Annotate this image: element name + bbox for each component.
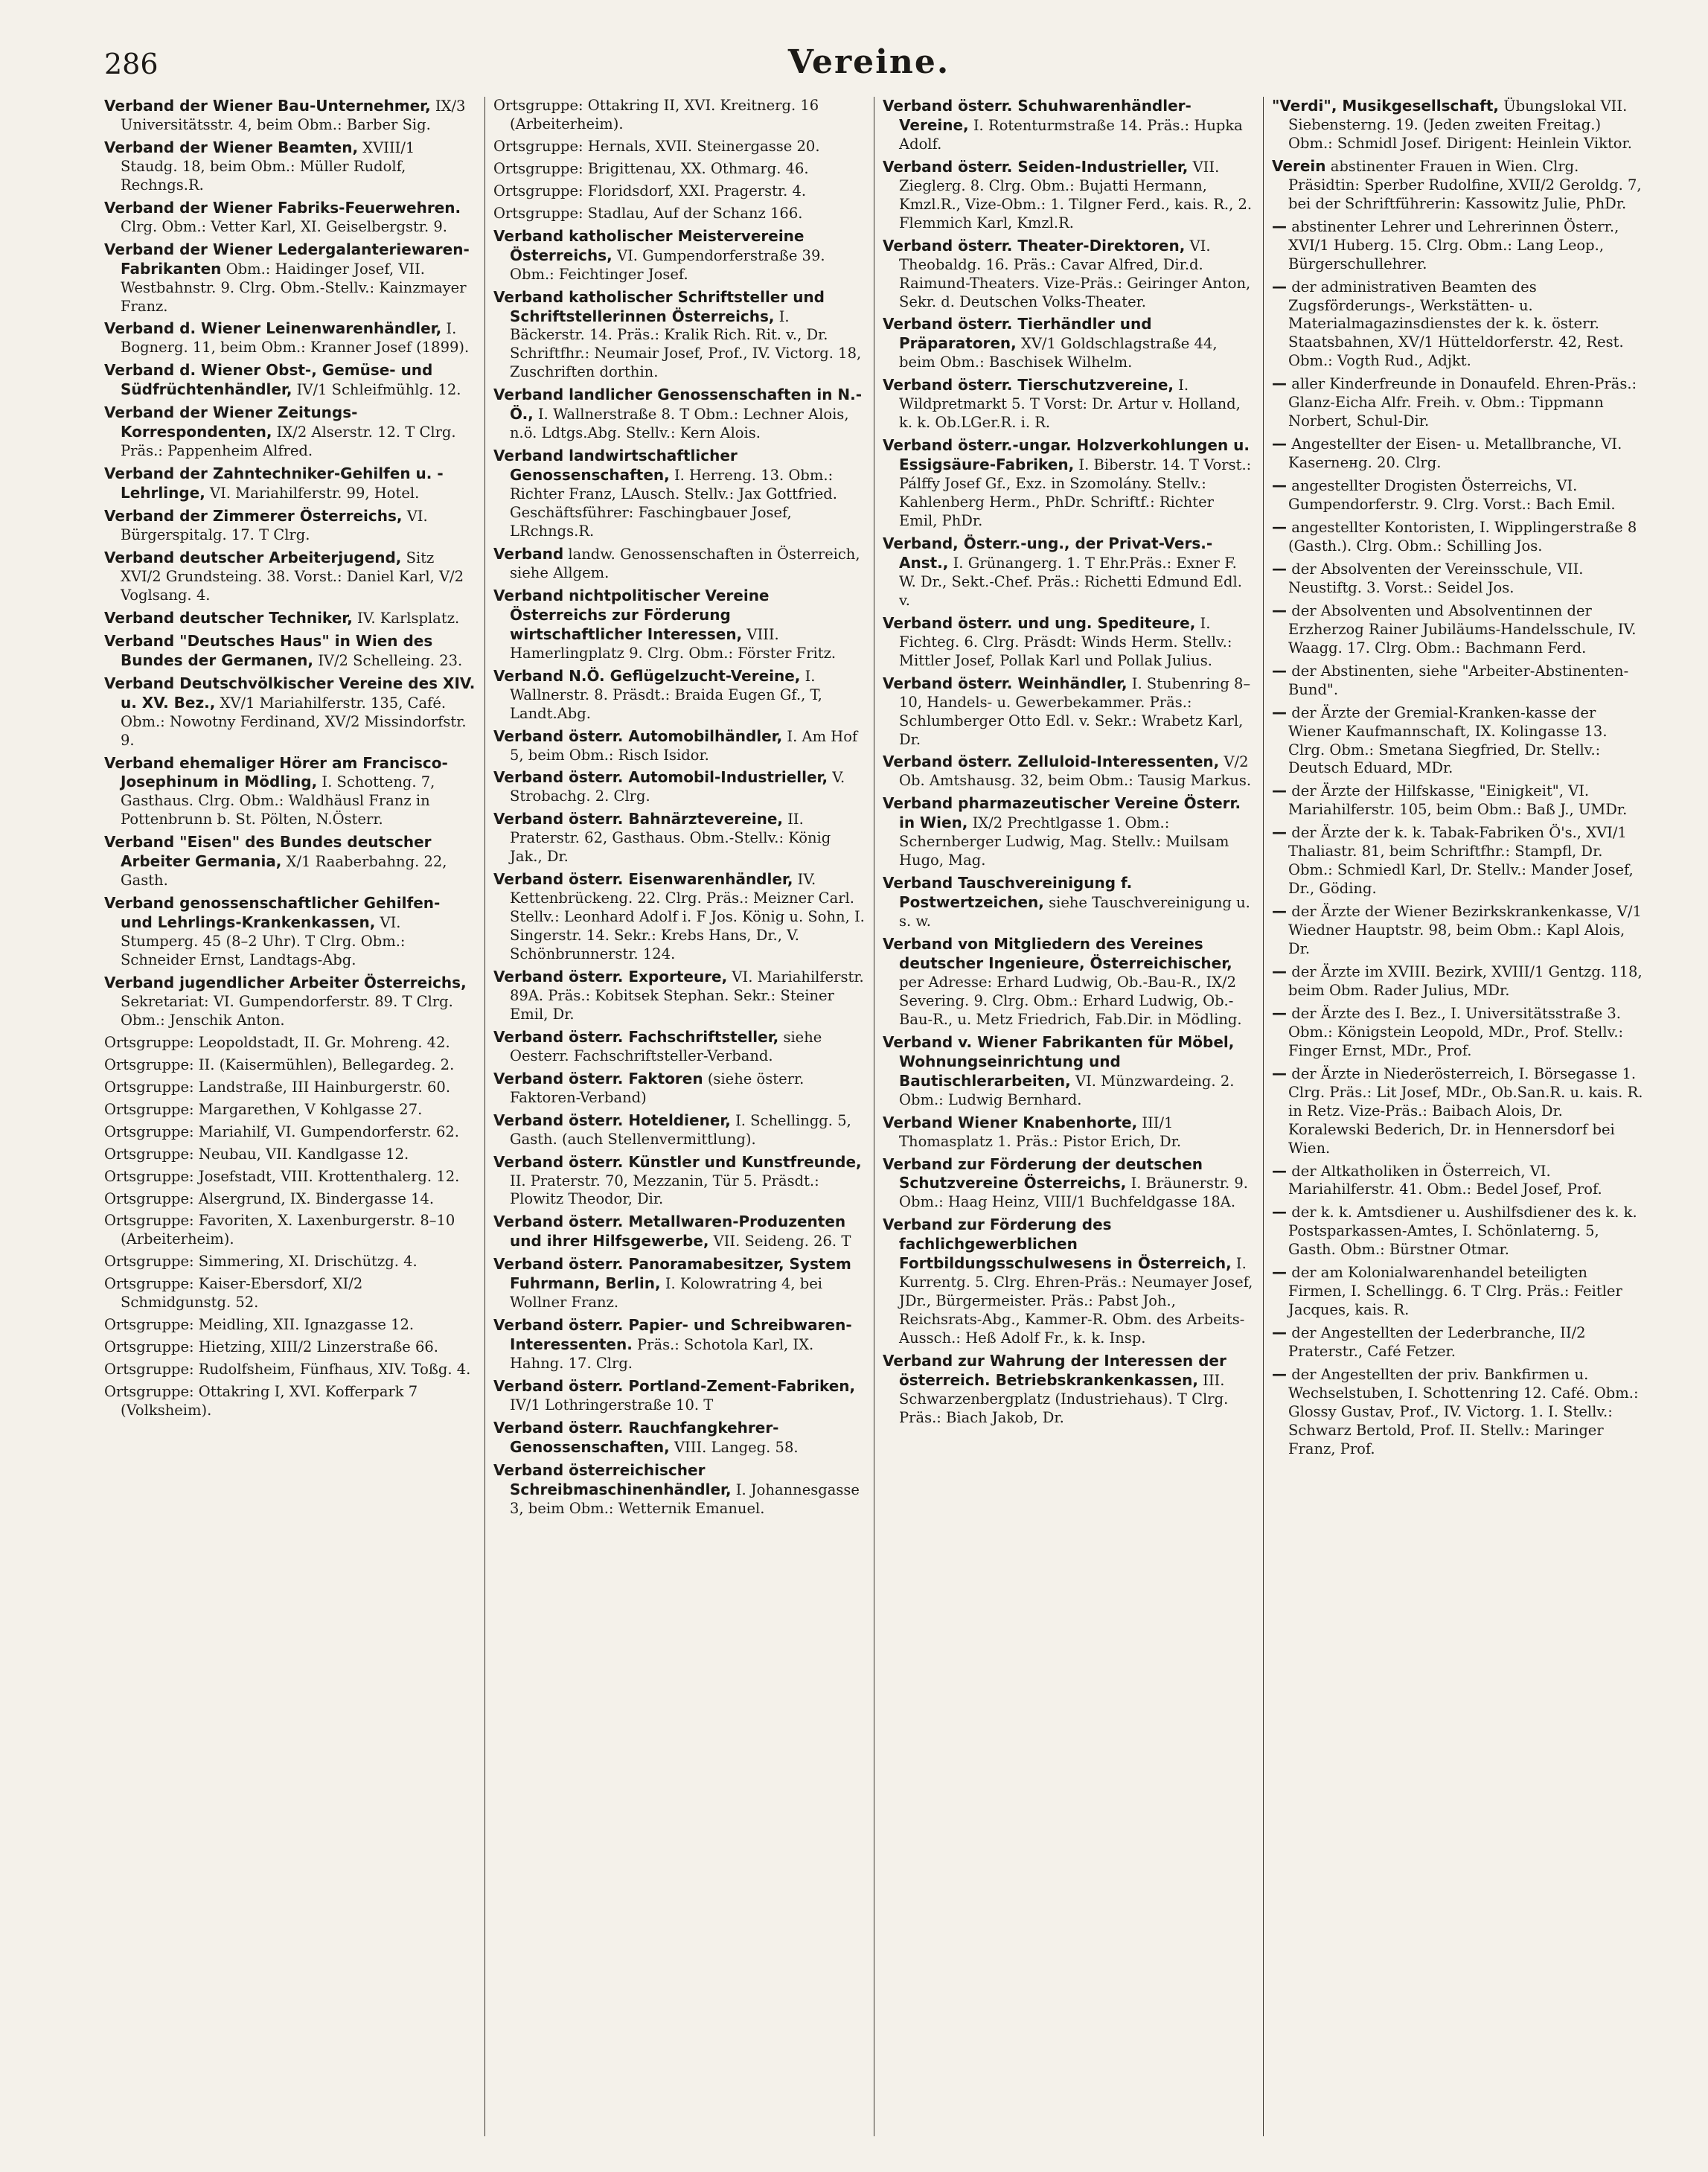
directory-entry (883, 874, 1255, 931)
directory-entry (883, 753, 1255, 790)
entry-body: der Angestellten der priv. Bankfirmen u. Wechselstuben, I. Schottenring 12. Café. Obm.: Glossy Gustav, Prof., IV. Victorg. 1. I. Stellv.: Schwarz Bertold, Prof. II. Stellv.: Maringer Franz, Prof. (1288, 1366, 1639, 1457)
entry-title: Verband der Zimmerer Österreichs, (104, 507, 403, 526)
entry-title: Verband österr. Zelluloid-Interessenten, (883, 753, 1220, 771)
entry-title: Verband, Österr.-ung., der Privat-Vers.-Anst., (883, 534, 1213, 572)
entry-body: der Ärzte der Wiener Bezirkskrankenkasse, V/1 Wiedner Hauptstr. 98, beim Obm.: Kapl Alois, Dr. (1288, 903, 1642, 958)
entry-title: Verband d. Wiener Obst-, Gemüse- und Südfrüchtenhändler, (104, 361, 433, 399)
entry-body: I. Bräunerstr. 9. Obm.: Haag Heinz, VIII/1 Buchfeldgasse 18A. (899, 1175, 1248, 1211)
entry-body: X/1 Raaberbahng. 22, Gasth. (121, 853, 447, 889)
entry-body: angestellter Drogisten Österreichs, VI. Gumpendorferstr. 9. Clrg. Vorst.: Bach Emil. (1288, 477, 1616, 514)
directory-entry (1272, 560, 1644, 598)
entry-body: I. Wallnerstraße 8. T Obm.: Lechner Alois, n.ö. Ldtgs.Abg. Stellv.: Kern Alois. (510, 406, 849, 442)
directory-entry (1272, 601, 1644, 658)
directory-entry (493, 182, 866, 201)
entry-body: V. Strobachg. 2. Clrg. (510, 769, 845, 805)
directory-entry (883, 436, 1255, 531)
entry-body: VIII. Langeg. 58. (674, 1438, 799, 1456)
entry-title: Verband deutscher Arbeiterjugend, (104, 548, 402, 566)
entry-body: I. Schotteng. 7, Gasthaus. Clrg. Obm.: Waldhäusl Franz in Pottenbrunn b. St. Pölten, N.Österr. (121, 773, 435, 828)
directory-entry (104, 974, 476, 1030)
entry-body: Angestellter der Eisen- u. Metallbranche, VI. Kasernенg. 20. Clrg. (1288, 435, 1622, 472)
entry-body: Ortsgruppe: Ottakring II, XVI. Kreitnerg. 16 (Arbeiterheim). (493, 97, 819, 132)
entry-title: Verband der Zahntechniker-Gehilfen u. -Lehrlinge, (104, 464, 444, 502)
entry-body: Ortsgruppe: Floridsdorf, XXI. Pragerstr. 4. (493, 182, 807, 199)
entry-title: — (1272, 559, 1287, 578)
directory-entry (1272, 1064, 1644, 1158)
entry-body: der k. k. Amtsdiener u. Aushilfsdiener des k. k. Postsparkassen-Amtes, I. Schönlaterng. 5, Gasth. Obm.: Bürstner Otmar. (1288, 1204, 1637, 1259)
entry-body: der Ärzte der Hilfskasse, "Einigkeit", VI. Mariahilferstr. 105, beim Obm.: Baß J., UMDr. (1288, 782, 1628, 819)
entry-body: Ortsgruppe: Neubau, VII. Kandlgasse 12. (104, 1145, 409, 1163)
entry-body: VI. Mariahilferstr. 89A. Präs.: Kobitsek Stephan. Sekr.: Steiner Emil, Dr. (510, 968, 864, 1023)
directory-entry (104, 361, 476, 400)
directory-entry (883, 1216, 1255, 1348)
entry-body: I. Schellingg. 5, Gasth. (auch Stellenvermittlung). (510, 1111, 851, 1148)
entry-title: — (1272, 435, 1287, 453)
entry-title: Verband österr. Eisenwarenhändler, (493, 870, 793, 889)
directory-entry (493, 768, 866, 806)
entry-title: Verband österr. Schuhwarenhändler-Vereine, (883, 97, 1192, 134)
entry-title: Verband jugendlicher Arbeiter Österreichs, (104, 973, 467, 991)
entry-title: — (1272, 1263, 1287, 1282)
entry-body: landw. Genossenschaften in Österreich, siehe Allgem. (510, 545, 860, 581)
entry-title: Verband der Wiener Ledergalanteriewaren-Fabrikanten (104, 240, 470, 278)
directory-entry (104, 1056, 476, 1075)
directory-entry (104, 549, 476, 605)
entry-body: VI. Münzwardeing. 2. Obm.: Ludwig Bernhard. (899, 1072, 1235, 1108)
entry-body: der am Kolonialwarenhandel beteiligten Firmen, I. Schellingg. 6. T Clrg. Präs.: Feitler Jacques, kais. R. (1288, 1264, 1622, 1319)
entry-body: XVIII/1 Staudg. 18, beim Obm.: Müller Rudolf, Rechngs.R. (121, 138, 415, 194)
directory-entry (493, 667, 866, 724)
directory-entry (493, 587, 866, 663)
entry-body: II. Praterstr. 62, Gasthaus. Obm.-Stellv.: König Jak., Dr. (510, 811, 831, 866)
entry-body: Ortsgruppe: Landstraße, III Hainburgerstr. 60. (104, 1078, 451, 1096)
column-2 (493, 97, 866, 2136)
directory-entry (493, 288, 866, 383)
directory-entry (493, 97, 866, 134)
entry-title: — (1272, 962, 1287, 980)
entry-body: IV/1 Schleifmühlg. 12. (296, 381, 461, 399)
entry-body: VI. Mariahilferstr. 99, Hotel. (210, 485, 420, 502)
directory-entry (104, 138, 476, 195)
directory-entry (883, 1114, 1255, 1152)
entry-body: Übungslokal VII. Siebensterng. 19. (Jeden zweiten Freitag.) Obm.: Schmidl Josef. Dirigent: Heinlein Viktor. (1288, 98, 1632, 152)
column-4 (1272, 97, 1644, 2136)
column-rule (484, 97, 485, 2136)
entry-body: Ortsgruppe: Hietzing, XIII/2 Linzerstraße 66. (104, 1338, 438, 1356)
directory-entry (1272, 217, 1644, 274)
directory-entry (104, 507, 476, 545)
directory-entry (493, 968, 866, 1024)
directory-entry (104, 894, 476, 970)
entry-title: Verband österr. Papier- und Schreibwaren-Interessenten. (493, 1316, 852, 1354)
page-title: Vereine. (787, 43, 950, 81)
directory-entry (1272, 662, 1644, 700)
entry-body: VII. Zieglerg. 8. Clrg. Obm.: Bujatti Hermann, Kmzl.R., Vize-Obm.: 1. Tilgner Ferd., kais. R., 2. Flemmich Karl, Kmzl.R. (899, 158, 1253, 231)
directory-entry (104, 1034, 476, 1053)
column-3 (883, 97, 1255, 2136)
entry-title: Verband der Wiener Bau-Unternehmer, (104, 97, 431, 115)
entry-title: Verband zur Wahrung der Interessen der österreich. Betriebskrankenkassen, (883, 1352, 1226, 1389)
directory-entry (104, 609, 476, 628)
directory-entry (1272, 157, 1644, 214)
directory-entry (493, 1316, 866, 1373)
directory-entry (1272, 902, 1644, 959)
entry-title: Verband österr. Theater-Direktoren, (883, 236, 1186, 255)
entry-title: Verband österr. Tierschutzvereine, (883, 376, 1174, 395)
entry-title: — (1272, 374, 1287, 393)
entry-body: per Adresse: Erhard Ludwig, Ob.-Bau-R., IX/2 Severing. 9. Clrg. Obm.: Erhard Ludwig, Ob.-Bau-R., u. Metz Friedrich, Fab.Dir. in Mödling. (899, 973, 1242, 1028)
entry-body: I. Kurrentg. 5. Clrg. Ehren-Präs.: Neumayer Josef, JDr., Bürgermeister. Präs.: Pabst Joh., Reichsrats-Abg., Kammer-R. Obm. des Arbeits-Aussch.: Heß Adolf Fr., k. k. Insp. (899, 1255, 1253, 1347)
entry-body: abstinenter Lehrer und Lehrerinnen Österr., XVI/1 Huberg. 15. Clrg. Obm.: Lang Leop., Bürgerschullehrer. (1288, 217, 1619, 272)
directory-entry (883, 674, 1255, 750)
entry-body: I. Bognerg. 11, beim Obm.: Kranner Josef (1899). (121, 320, 470, 357)
directory-entry (493, 1153, 866, 1210)
entry-body: der Absolventen und Absolventinnen der Erzherzog Rainer Jubiläums-Handelsschule, IV. Waagg. 17. Clrg. Obm.: Bachmann Ferd. (1288, 601, 1637, 657)
entry-body: I. Grünangerg. 1. T Ehr.Präs.: Exner F. W. Dr., Sekt.-Chef. Präs.: Richetti Edmund Edl. v. (899, 554, 1242, 609)
entry-body: VI. Theobaldg. 16. Präs.: Cavar Alfred, Dir.d. Raimund-Theaters. Vize-Präs.: Geiringer Anton, Sekr. d. Deutschen Volks-Theater. (899, 237, 1251, 310)
entry-body: VIII. Hamerlingplatz 9. Clrg. Obm.: Förster Fritz. (510, 625, 837, 662)
entry-body: XV/1 Goldschlagstraße 44, beim Obm.: Baschisek Wilhelm. (899, 335, 1218, 371)
entry-title: Verband der Wiener Zeitungs-Korrespondenten, (104, 403, 358, 441)
directory-entry (104, 1253, 476, 1271)
directory-entry (104, 1079, 476, 1097)
entry-title: — (1272, 823, 1287, 842)
entry-body: (siehe österr. Faktoren-Verband) (510, 1070, 805, 1106)
entry-title: Verband genossenschaftlicher Gehilfen- und Lehrlings-Krankenkassen, (104, 894, 441, 932)
directory-entry (493, 545, 866, 583)
entry-title: Verband österr. Exporteure, (493, 967, 728, 986)
directory-entry (493, 870, 866, 964)
directory-entry (883, 158, 1255, 233)
entry-body: Ortsgruppe: Favoriten, X. Laxenburgerstr. 8–10 (Arbeiterheim). (104, 1212, 455, 1248)
entry-title: Verband österr. Fachschriftsteller, (493, 1027, 779, 1046)
directory-entry (493, 1377, 866, 1415)
entry-body: I. Kolowratring 4, bei Wollner Franz. (510, 1275, 823, 1312)
entry-body: XV/1 Mariahilferstr. 135, Café. Obm.: Nowotny Ferdinand, XV/2 Missindorfstr. 9. (121, 694, 467, 749)
entry-body: IX/3 Universitätsstr. 4, beim Obm.: Barber Sig. (121, 98, 466, 133)
entry-title: Verband österr. Seiden-Industrieller, (883, 157, 1189, 176)
directory-entry (883, 1352, 1255, 1428)
entry-title: Verband österr. Bahnärztevereine, (493, 810, 783, 828)
entry-body: VI. Gumpendorferstraße 39. Obm.: Feichtinger Josef. (510, 246, 825, 283)
entry-title: Verband österr. Portland-Zement-Fabriken, (493, 1377, 856, 1396)
entry-body: I. Rotenturmstraße 14. Präs.: Hupka Adolf. (899, 116, 1243, 153)
directory-entry (1272, 278, 1644, 371)
entry-body: IX/2 Alserstr. 12. T Clrg. Präs.: Pappenheim Alfred. (121, 424, 456, 460)
entry-body: I. Fichteg. 6. Clrg. Präsdt: Winds Herm. Stellv.: Mittler Josef, Pollak Karl und Pollak Julius. (899, 614, 1232, 669)
directory-entry (493, 227, 866, 284)
directory-entry (104, 1168, 476, 1186)
directory-entry (104, 1212, 476, 1249)
directory-entry (104, 1146, 476, 1164)
directory-entry (104, 319, 476, 357)
entry-body: III. Schwarzenbergplatz (Industriehaus). T Clrg. Präs.: Biach Jakob, Dr. (899, 1372, 1229, 1426)
entry-title: Verband österr. Automobilhändler, (493, 726, 783, 745)
directory-entry (1272, 962, 1644, 1000)
entry-body: der Ärzte in Niederösterreich, I. Börsegasse 1. Clrg. Präs.: Lit Josef, MDr., Ob.San.R. u. kais. R. in Retz. Vize-Präs.: Baibach Alois, Dr. Koralewski Bederich, Dr. in Hennersdorf bei Wien. (1288, 1064, 1643, 1157)
directory-entry (104, 1316, 476, 1335)
directory-entry (493, 1111, 866, 1149)
entry-body: I. Biberstr. 14. T Vorst.: Pálffy Josef Gf., Exz. in Szomolány. Stellv.: Kahlenberg Herm., PhDr. Schriftf.: Richter Emil, PhDr. (899, 456, 1252, 530)
entry-title: Verband d. Wiener Leinenwarenhändler, (104, 319, 442, 338)
directory-entry (1272, 476, 1644, 514)
entry-body: siehe Tauschvereinigung u. s. w. (899, 894, 1250, 930)
entry-title: — (1272, 476, 1287, 495)
entry-title: Verband v. Wiener Fabrikanten für Möbel, Wohnungseinrichtung und Bautischlerarbeiten, (883, 1032, 1235, 1090)
directory-entry (883, 794, 1255, 870)
entry-body: der Abstinenten, siehe "Arbeiter-Abstinenten-Bund". (1288, 662, 1629, 698)
directory-entry (493, 727, 866, 765)
directory-entry (1272, 374, 1644, 431)
entry-body: Sekretariat: VI. Gumpendorferstr. 89. T Clrg. Obm.: Jenschik Anton. (121, 992, 453, 1029)
entry-title: — (1272, 703, 1287, 721)
entry-title: — (1272, 1003, 1287, 1022)
entry-body: Präs.: Schotola Karl, IX. Hahng. 17. Clrg. (510, 1336, 814, 1373)
entry-title: Verband zur Förderung der deutschen Schutzvereine Österreichs, (883, 1154, 1203, 1192)
entry-body: Sitz XVI/2 Grundsteing. 38. Vorst.: Daniel Karl, V/2 Voglsang. 4. (121, 549, 464, 604)
entry-body: IV/1 Lothringerstraße 10. T (510, 1396, 714, 1414)
entry-body: Ortsgruppe: Leopoldstadt, II. Gr. Mohreng. 42. (104, 1033, 450, 1051)
directory-entry (883, 97, 1255, 154)
entry-body: I. Stubenring 8–10, Handels- u. Gewerbekammer. Präs.: Schlumberger Otto Edl. v. Sekr.: Wrabetz Karl, Dr. (899, 674, 1251, 748)
entry-title: Verband (493, 544, 564, 563)
directory-entry (493, 386, 866, 443)
entry-body: IX/2 Prechtlgasse 1. Obm.: Schernberger Ludwig, Mag. Stellv.: Muilsam Hugo, Mag. (899, 814, 1229, 869)
entry-body: IV. Kettenbrückeng. 22. Clrg. Präs.: Meizner Carl. Stellv.: Leonhard Adolf i. F Jos. König u. Sohn, I. Singerstr. 14. Sekr.: Krebs Hans, Dr., V. Schönbrunnerstr. 124. (510, 871, 865, 963)
directory-entry (493, 447, 866, 541)
entry-title: — (1272, 1203, 1287, 1221)
directory-entry (1272, 1162, 1644, 1200)
entry-body: der Ärzte der Gremial-Kranken-kasse der Wiener Kaufmannschaft, IX. Kolingasse 13. Clrg. Obm.: Smetana Siegfried, Dr. Stellv.: Deutsch Eduard, MDr. (1288, 703, 1608, 777)
entry-body: Obm.: Haidinger Josef, VII. Westbahnstr. 9. Clrg. Obm.-Stellv.: Kainzmayer Franz. (121, 260, 467, 315)
directory-entry (493, 1028, 866, 1066)
column-rule (1263, 97, 1264, 2136)
directory-entry (104, 1338, 476, 1357)
directory-entry (104, 1101, 476, 1119)
entry-title: Verband N.Ö. Geflügelzucht-Vereine, (493, 666, 801, 685)
page-number: 286 (104, 48, 159, 80)
directory-entry (493, 1255, 866, 1312)
entry-body: III/1 Thomasplatz 1. Präs.: Pistor Erich, Dr. (899, 1114, 1182, 1150)
entry-title: Verband österr. Metallwaren-Produzenten und ihrer Hilfsgewerbe, (493, 1213, 846, 1251)
directory-entry (883, 935, 1255, 1029)
entry-body: angestellter Kontoristen, I. Wipplingerstraße 8 (Gasth.). Clrg. Obm.: Schilling Jos. (1288, 519, 1637, 555)
entry-body: I. Am Hof 5, beim Obm.: Risch Isidor. (510, 727, 858, 764)
directory-entry (104, 632, 476, 671)
entry-body: Ortsgruppe: Stadlau, Auf der Schanz 166. (493, 204, 803, 222)
entry-title: — (1272, 1323, 1287, 1342)
entry-title: Verband nichtpolitischer Vereine Österreichs zur Förderung wirtschaftlicher Interessen, (493, 586, 770, 643)
entry-body: siehe Oesterr. Fachschriftsteller-Verband. (510, 1028, 822, 1064)
entry-body: VI. Stumperg. 45 (8–2 Uhr). T Clrg. Obm.: Schneider Ernst, Landtags-Abg. (121, 914, 406, 969)
directory-entry (104, 403, 476, 461)
entry-body: der Absolventen der Vereinsschule, VII. Neustiftg. 3. Vorst.: Seidel Jos. (1288, 560, 1584, 596)
directory-entry (104, 1123, 476, 1142)
entry-title: Verband österr. Rauchfangkehrer-Genossenschaften, (493, 1418, 779, 1456)
directory-entry (104, 1361, 476, 1379)
entry-body: I. Wildpretmarkt 5. T Vorst: Dr. Artur v. Holland, k. k. Ob.LGer.R. i. R. (899, 377, 1241, 432)
entry-body: Ortsgruppe: II. (Kaisermühlen), Bellegardeg. 2. (104, 1055, 455, 1073)
entry-body: Ortsgruppe: Rudolfsheim, Fünfhaus, XIV. Toßg. 4. (104, 1361, 471, 1379)
directory-entry (883, 1033, 1255, 1110)
entry-body: der Ärzte des I. Bez., I. Universitätsstraße 3. Obm.: Königstein Leopold, MDr., Prof. Stellv.: Finger Ernst, MDr., Prof. (1288, 1004, 1624, 1059)
directory-entry (1272, 1323, 1644, 1361)
directory-entry (1272, 703, 1644, 779)
entry-body: der administrativen Beamten des Zugsförderungs-, Werkstätten- u. Materialmagazinsdienstes der k. k. österr. Staatsbahnen, XV/1 Hütteldorferstr. 42, Rest. Obm.: Vogth Rud., Adjkt. (1288, 278, 1624, 370)
entry-body: Ortsgruppe: Josefstadt, VIII. Krottenthalerg. 12. (104, 1167, 460, 1185)
entry-body: abstinenter Frauen in Wien. Clrg. Präsidtin: Sperber Rudolfine, XVII/2 Geroldg. 7, bei der Schriftführerin: Kassowitz Julie, PhDr. (1288, 157, 1642, 212)
directory-entry (104, 199, 476, 237)
entry-title: Verband österr. Panoramabesitzer, System Fuhrmann, Berlin, (493, 1255, 851, 1293)
entry-body: Ortsgruppe: Ottakring I, XVI. Kofferpark 7 (Volksheim). (104, 1383, 418, 1419)
entry-body: I. Johannesgasse 3, beim Obm.: Wetternik Emanuel. (510, 1481, 860, 1517)
directory-entry (104, 674, 476, 750)
entry-body: Ortsgruppe: Margarethen, V Kohlgasse 27. (104, 1100, 423, 1118)
entry-title: Verband österr. Weinhändler, (883, 674, 1128, 692)
entry-title: Verband landwirtschaftlicher Genossenschaften, (493, 447, 738, 485)
entry-title: — (1272, 782, 1287, 800)
directory-entry (883, 534, 1255, 610)
entry-body: II. Praterstr. 70, Mezzanin, Tür 5. Präsdt.: Plowitz Theodor, Dir. (510, 1172, 819, 1208)
directory-entry (1272, 435, 1644, 473)
directory-entry (1272, 518, 1644, 556)
directory-entry (1272, 823, 1644, 898)
entry-body: der Altkatholiken in Österreich, VI. Mariahilferstr. 41. Obm.: Bedel Josef, Prof. (1288, 1162, 1602, 1198)
directory-entry (104, 754, 476, 830)
entry-title: — (1272, 1064, 1287, 1082)
directory-entry (1272, 782, 1644, 820)
directory-entry (104, 833, 476, 890)
entry-title: Verband deutscher Techniker, (104, 608, 353, 627)
entry-body: der Angestellten der Lederbranche, II/2 Praterstr., Café Fetzer. (1288, 1324, 1586, 1361)
entry-title: Verband der Wiener Fabriks-Feuerwehren. (104, 198, 461, 217)
entry-body: I. Wallnerstr. 8. Präsdt.: Braida Eugen Gf., T, Landt.Abg. (510, 667, 822, 722)
directory-entry (883, 315, 1255, 372)
directory-entry (493, 1419, 866, 1457)
entry-title: Verband katholischer Meistervereine Österreichs, (493, 226, 805, 264)
directory-entry (1272, 97, 1644, 153)
entry-title: Verband Deutschvölkischer Vereine des XIV. u. XV. Bez., (104, 674, 476, 712)
entry-body: V/2 Ob. Amtshausg. 32, beim Obm.: Tausig Markus. (899, 753, 1252, 790)
entry-body: der Ärzte der k. k. Tabak-Fabriken Ö's., XVI/1 Thaliastr. 81, beim Schriftfhr.: Stampfl, Dr. Obm.: Schmiedl Karl, Dr. Stellv.: Mander Josef, Dr., Göding. (1288, 824, 1634, 898)
entry-body: Ortsgruppe: Kaiser-Ebersdorf, XI/2 Schmidgunstg. 52. (104, 1275, 363, 1312)
columns (104, 97, 1645, 2136)
entry-title: Verband katholischer Schriftsteller und Schriftstellerinnen Österreichs, (493, 287, 825, 325)
directory-entry (1272, 1004, 1644, 1061)
entry-title: Verband österr.-ungar. Holzverkohlungen u. Essigsäure-Fabriken, (883, 436, 1250, 474)
entry-title: — (1272, 277, 1287, 296)
entry-body: Ortsgruppe: Brigittenau, XX. Othmarg. 46. (493, 159, 809, 177)
entry-title: — (1272, 1161, 1287, 1180)
entry-body: VI. Bürgerspitalg. 17. T Clrg. (121, 508, 428, 544)
directory-entry (493, 205, 866, 223)
column-1 (104, 97, 476, 2136)
entry-body: der Ärzte im XVIII. Bezirk, XVIII/1 Gentzg. 118, beim Obm. Rader Julius, MDr. (1288, 962, 1643, 999)
directory-entry (104, 1275, 476, 1312)
entry-title: — (1272, 518, 1287, 537)
entry-title: — (1272, 902, 1287, 921)
entry-body: aller Kinderfreunde in Donaufeld. Ehren-Präs.: Glanz-Eicha Alfr. Freih. v. Obm.: Tippmann Norbert, Schul-Dir. (1288, 375, 1637, 430)
directory-entry (493, 1070, 866, 1108)
directory-entry (104, 1383, 476, 1420)
entry-title: "Verdi", Musikgesellschaft, (1272, 97, 1499, 115)
entry-title: — (1272, 1365, 1287, 1384)
directory-entry (104, 240, 476, 316)
entry-body: I. Bäckerstr. 14. Präs.: Kralik Rich. Rit. v., Dr. Schriftfhr.: Neumair Josef, Prof., IV. Victorg. 18, Zuschriften dorthin. (510, 307, 862, 381)
entry-title: Verein (1272, 156, 1326, 175)
directory-entry (493, 138, 866, 156)
entry-title: Verband von Mitgliedern des Vereines deutscher Ingenieure, Österreichischer, (883, 935, 1232, 972)
entry-title: Verband österr. Künstler und Kunstfreunde, (493, 1152, 862, 1171)
directory-entry (493, 1461, 866, 1518)
directory-entry (883, 1155, 1255, 1213)
entry-title: — (1272, 217, 1287, 235)
entry-title: Verband Tauschvereinigung f. Postwertzeichen, (883, 874, 1133, 912)
entry-title: Verband der Wiener Beamten, (104, 138, 359, 156)
directory-entry (104, 1190, 476, 1209)
directory-entry (883, 614, 1255, 671)
entry-title: Verband österr. Faktoren (493, 1069, 703, 1087)
entry-title: Verband zur Förderung des fachlichgewerblichen Fortbildungsschulwesens in Österreich, (883, 1216, 1232, 1273)
directory-entry (493, 1213, 866, 1251)
directory-entry (883, 376, 1255, 432)
entry-title: Verband "Deutsches Haus" in Wien des Bundes der Germanen, (104, 631, 433, 669)
entry-title: Verband österreichischer Schreibmaschinenhändler, (493, 1460, 732, 1498)
entry-body: I. Herreng. 13. Obm.: Richter Franz, LAusch. Stellv.: Jax Gottfried. Geschäftsführer: Faschingbauer Josef, LRchngs.R. (510, 467, 837, 540)
directory-entry (104, 464, 476, 503)
entry-body: Ortsgruppe: Mariahilf, VI. Gumpendorferstr. 62. (104, 1122, 459, 1140)
entry-body: Ortsgruppe: Simmering, XI. Drischützg. 4. (104, 1253, 418, 1271)
entry-title: Verband österr. Hoteldiener, (493, 1111, 731, 1129)
entry-body: VII. Seideng. 26. T (713, 1233, 851, 1251)
entry-title: Verband landlicher Genossenschaften in N.-Ö., (493, 386, 863, 424)
entry-title: Verband ehemaliger Hörer am Francisco-Josephinum in Mödling, (104, 753, 448, 791)
directory-entry (493, 160, 866, 179)
entry-title: Verband pharmazeutischer Vereine Österr. in Wien, (883, 794, 1241, 832)
directory-entry (493, 810, 866, 866)
entry-title: Verband österr. und ung. Spediteure, (883, 613, 1196, 632)
directory-entry (1272, 1365, 1644, 1459)
entry-title: Verband österr. Tierhändler und Präparatoren, (883, 315, 1152, 353)
entry-body: Ortsgruppe: Hernals, XVII. Steinergasse 20. (493, 137, 820, 155)
entry-title: — (1272, 661, 1287, 680)
entry-body: IV. Karlsplatz. (357, 609, 460, 627)
entry-body: Clrg. Obm.: Vetter Karl, XI. Geiselbergstr. 9. (121, 217, 447, 235)
directory-entry (104, 97, 476, 135)
directory-entry (883, 237, 1255, 312)
entry-title: Verband österr. Automobil-Industrieller, (493, 768, 828, 787)
entry-title: — (1272, 601, 1287, 619)
entry-title: Verband Wiener Knabenhorte, (883, 1113, 1138, 1131)
entry-body: Ortsgruppe: Meidling, XII. Ignazgasse 12. (104, 1316, 415, 1334)
directory-entry (1272, 1203, 1644, 1259)
page-header (104, 43, 1634, 95)
directory-entry (1272, 1263, 1644, 1320)
entry-title: Verband "Eisen" des Bundes deutscher Arbeiter Germania, (104, 833, 432, 871)
entry-body: Ortsgruppe: Alsergrund, IX. Bindergasse 14. (104, 1189, 435, 1207)
entry-body: IV/2 Schelleing. 23. (318, 651, 463, 669)
